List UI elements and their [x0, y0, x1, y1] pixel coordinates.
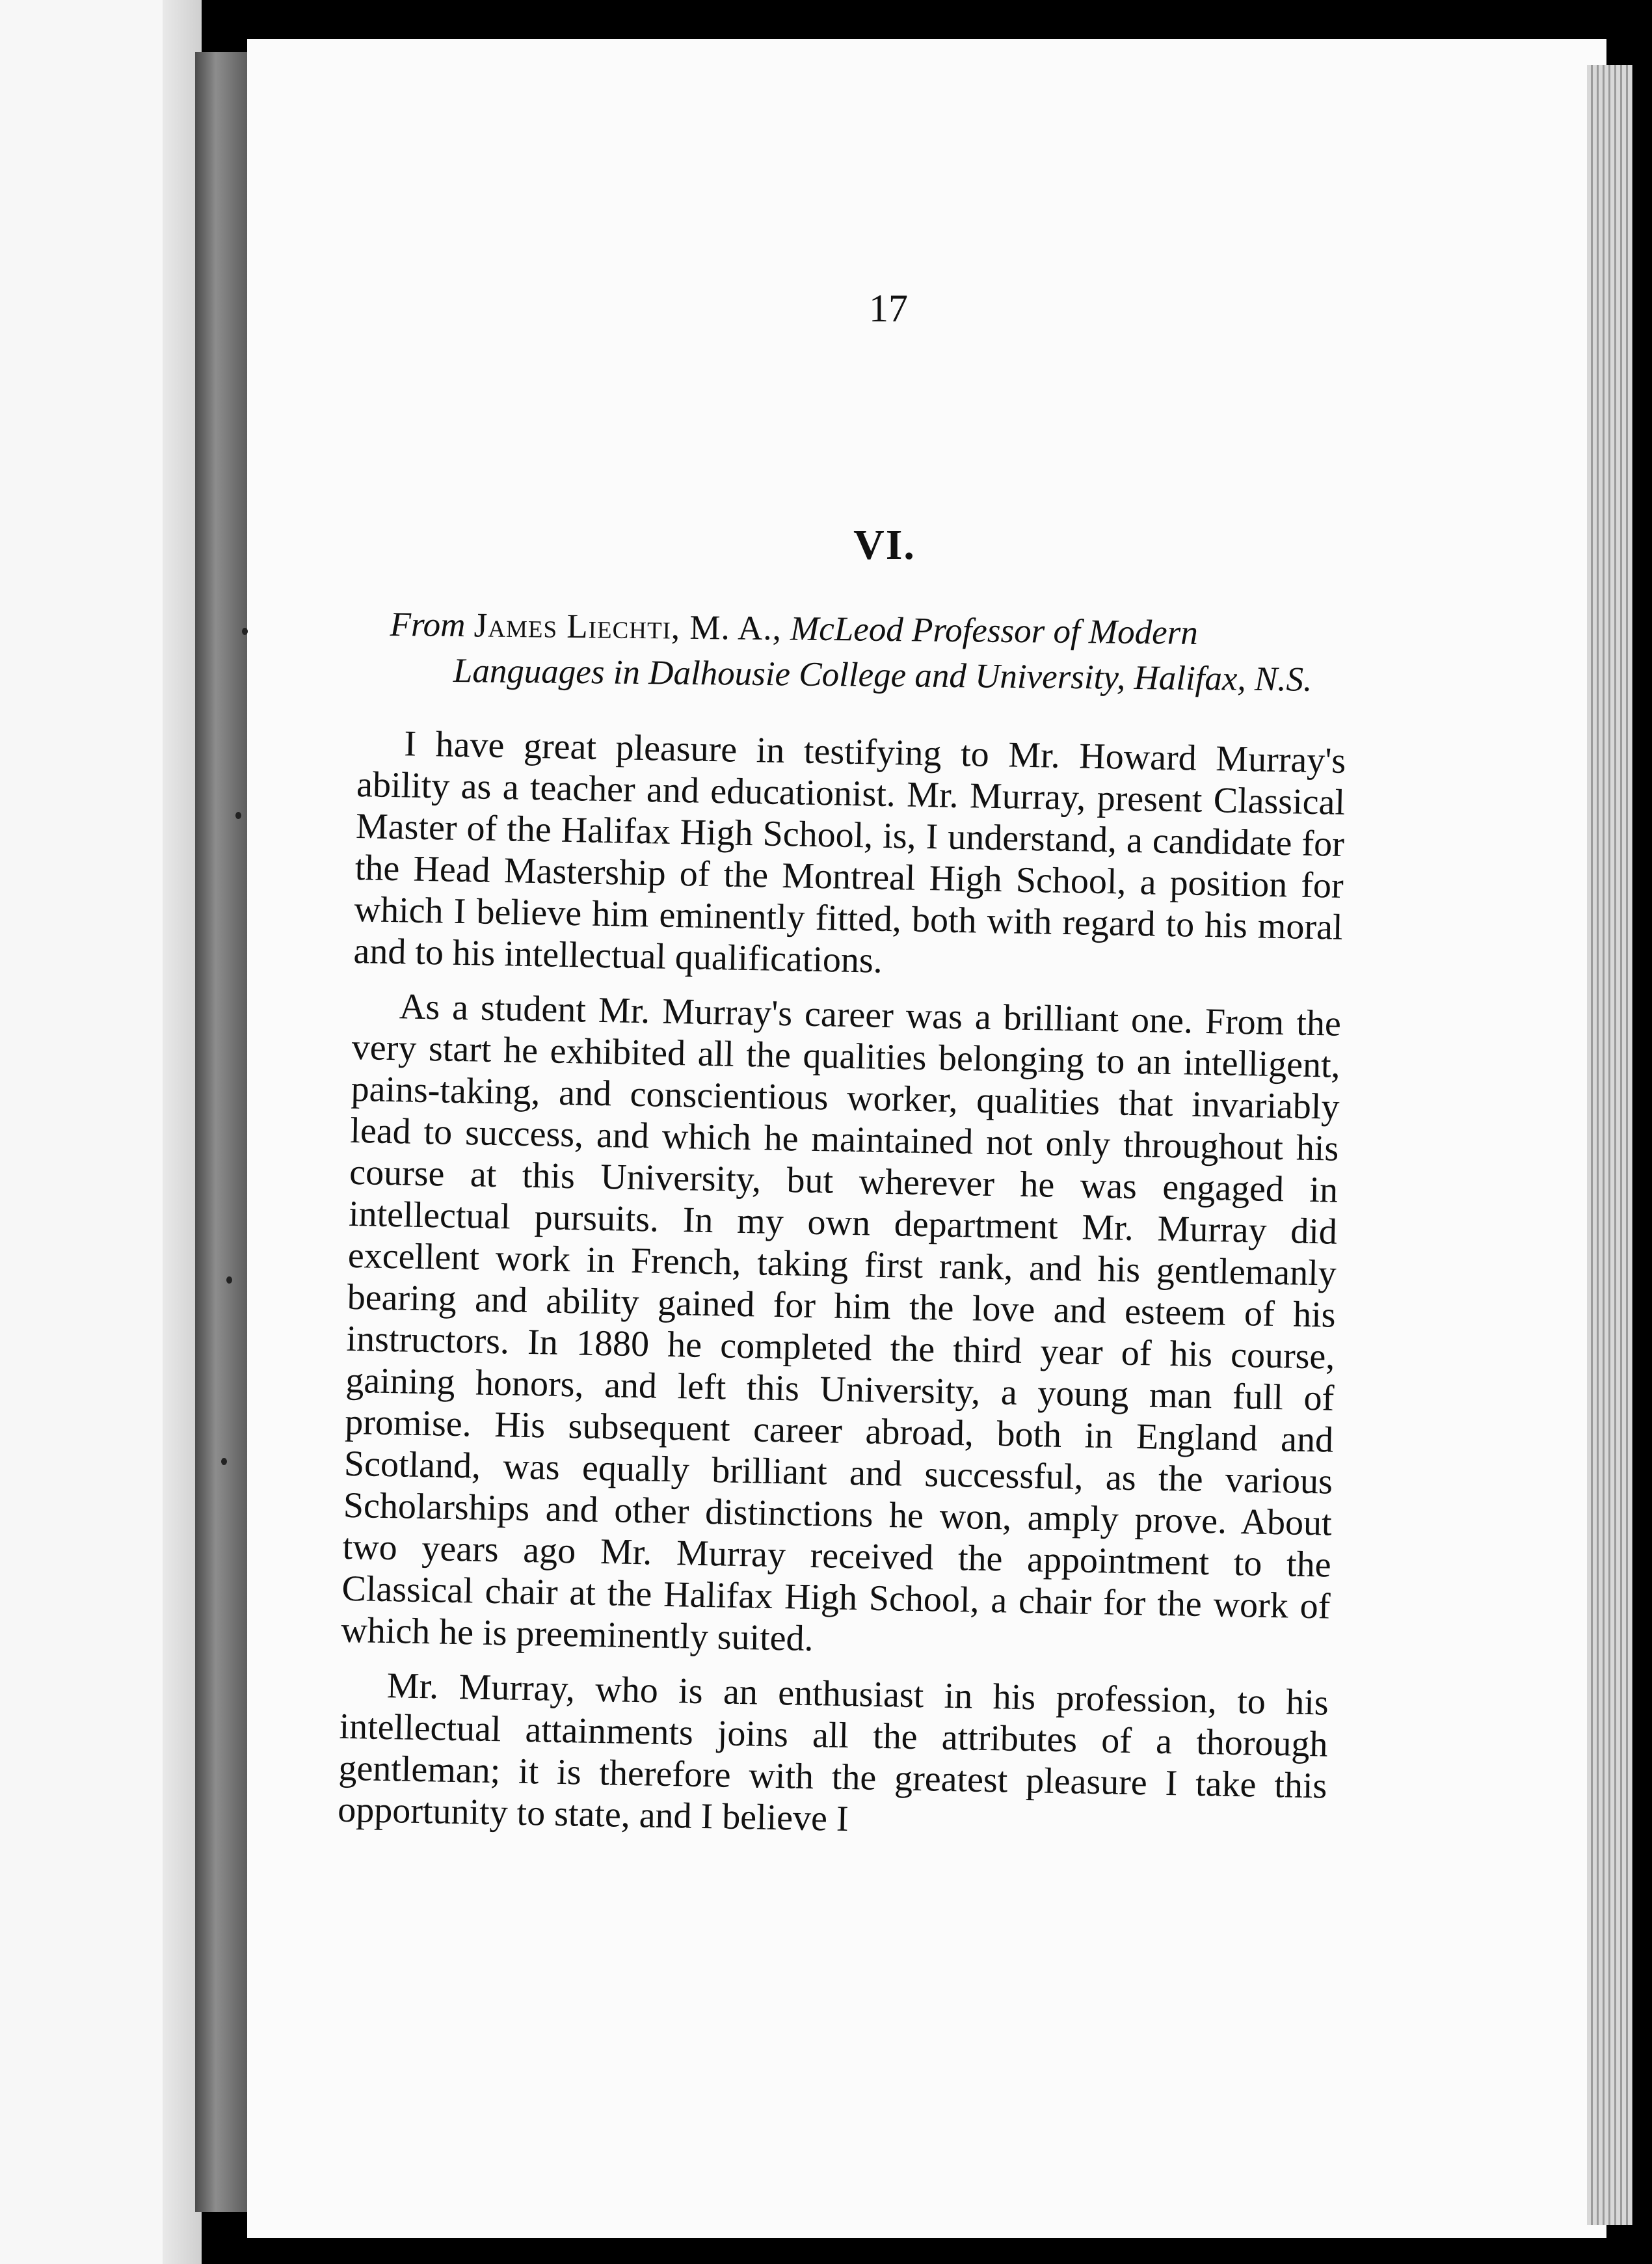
heading-from: From [390, 605, 466, 645]
paragraph: Mr. Murray, who is an enthusiast in his profession, to his intellectual attainments joins all the attributes of a thorough gentleman; it is therefore with the greatest pleasure I take this opportunity to state, and I believe I [337, 1665, 1329, 1840]
heading-title-line1: McLeod Professor of Modern [790, 610, 1199, 653]
margin-mark [242, 628, 248, 635]
margin-mark [226, 1276, 232, 1284]
heading-title-line2: Languages in Dalhousie College and University, Halifax, N.S. [453, 652, 1312, 699]
letter-body [337, 722, 1346, 1862]
margin-mark [221, 1458, 227, 1465]
section-number: VI. [853, 521, 916, 569]
heading-author-name: James Liechti, M. A., [473, 606, 782, 648]
book-spine [195, 52, 247, 2212]
page-number: 17 [869, 287, 908, 330]
page-edges [1587, 65, 1632, 2225]
letter-heading [390, 602, 1353, 703]
margin-mark [235, 812, 241, 819]
paragraph: As a student Mr. Murray's career was a brilliant one. From the very start he exhibited all the qualities belonging to an intelligent, pains-taking, and conscientious worker, qualities that invariably lead to success, and which he maintained not only throughout his course at this University, but wherever he was engaged in intellectual pursuits. In my own department Mr. Murray did excellent work in French, taking first rank, and his gentlemanly bearing and ability gained for him the love and esteem of his instructors. In 1880 he completed the third year of his course, gaining honors, and left this University, a young man full of promise. His subsequent career abroad, both in England and Scotland, was equally brilliant and successful, as the various Scholarships and other distinctions he won, amply prove. About two years ago Mr. Murray received the appointment to the Classical chair at the Halifax High School, a chair for the work of which he is preeminently suited. [340, 986, 1342, 1660]
paragraph: I have great pleasure in testifying to Mr. Howard Murray's ability as a teacher and educationist. Mr. Murray, present Classical Master of the Halifax High School, is, I understand, a candidate for the Head Mastership of the Montreal High School, a position for which I believe him eminently fitted, both with regard to his moral and to his intellectual qualifications. [353, 723, 1346, 981]
